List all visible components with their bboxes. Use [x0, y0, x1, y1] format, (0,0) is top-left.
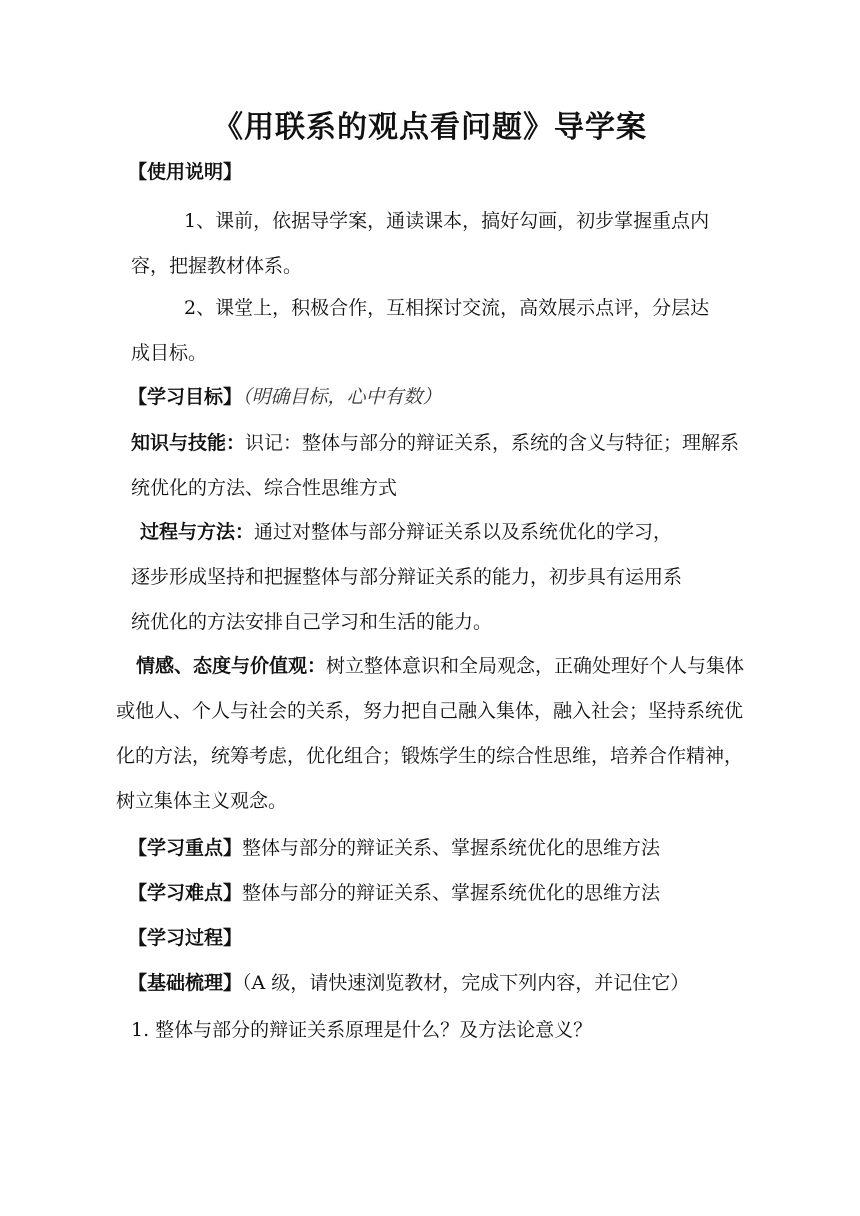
process-text-1: 通过对整体与部分辩证关系以及系统优化的学习， — [254, 521, 673, 543]
emotion-line2: 或他人、个人与社会的关系，努力把自己融入集体，融入社会；坚持系统优 — [116, 700, 744, 722]
difficulties-text: 整体与部分的辩证关系、掌握系统优化的思维方法 — [242, 882, 661, 904]
knowledge-line1 — [131, 431, 739, 455]
key-points-text: 整体与部分的辩证关系、掌握系统优化的思维方法 — [242, 837, 661, 859]
emotion-line1 — [136, 654, 744, 678]
emotion-line4: 树立集体主义观念。 — [116, 790, 288, 812]
emotion-line3: 化的方法，统筹考虑，优化组合；锻炼学生的综合性思维，培养合作精神， — [116, 745, 744, 767]
difficulties-line — [128, 881, 660, 905]
process-line1 — [140, 520, 672, 544]
question-1: 1. 整体与部分的辩证关系原理是什么？及方法论意义？ — [131, 1019, 593, 1041]
usage-item1-line1: 1、课前，依据导学案，通读课本，搞好勾画，初步掌握重点内 — [184, 210, 710, 232]
emotion-text-1: 树立整体意识和全局观念，正确处理好个人与集体 — [326, 655, 745, 677]
usage-item1-line2: 容，把握教材体系。 — [131, 255, 303, 277]
process-line3: 统优化的方法安排自己学习和生活的能力。 — [131, 611, 493, 633]
process-label: 过程与方法： — [140, 521, 255, 543]
usage-item2-line2: 成目标。 — [131, 342, 208, 364]
document-title: 《用联系的观点看问题》导学案 — [213, 110, 647, 145]
knowledge-text-1: 识记：整体与部分的辩证关系，系统的含义与特征；理解系 — [245, 432, 740, 454]
basics-heading: 【基础梳理】 — [128, 972, 243, 994]
process-heading: 【学习过程】 — [128, 927, 243, 949]
emotion-label: 情感、态度与价值观： — [136, 655, 327, 677]
usage-item2-line1: 2、课堂上，积极合作，互相探讨交流，高效展示点评，分层达 — [184, 297, 710, 319]
usage-heading: 【使用说明】 — [128, 161, 243, 183]
key-points-line — [128, 836, 660, 860]
goals-note: （明确目标，心中有数） — [242, 386, 442, 408]
process-line2: 逐步形成坚持和把握整体与部分辩证关系的能力，初步具有运用系 — [131, 566, 683, 588]
goals-heading: 【学习目标】 — [128, 386, 243, 408]
basics-note: （A 级，请快速浏览教材，完成下列内容，并记住它） — [242, 972, 690, 994]
knowledge-line2: 统优化的方法、综合性思维方式 — [131, 477, 398, 499]
basics-line — [128, 971, 689, 995]
key-points-heading: 【学习重点】 — [128, 837, 243, 859]
difficulties-heading: 【学习难点】 — [128, 882, 243, 904]
goals-heading-line — [128, 385, 442, 409]
knowledge-label: 知识与技能： — [131, 432, 246, 454]
